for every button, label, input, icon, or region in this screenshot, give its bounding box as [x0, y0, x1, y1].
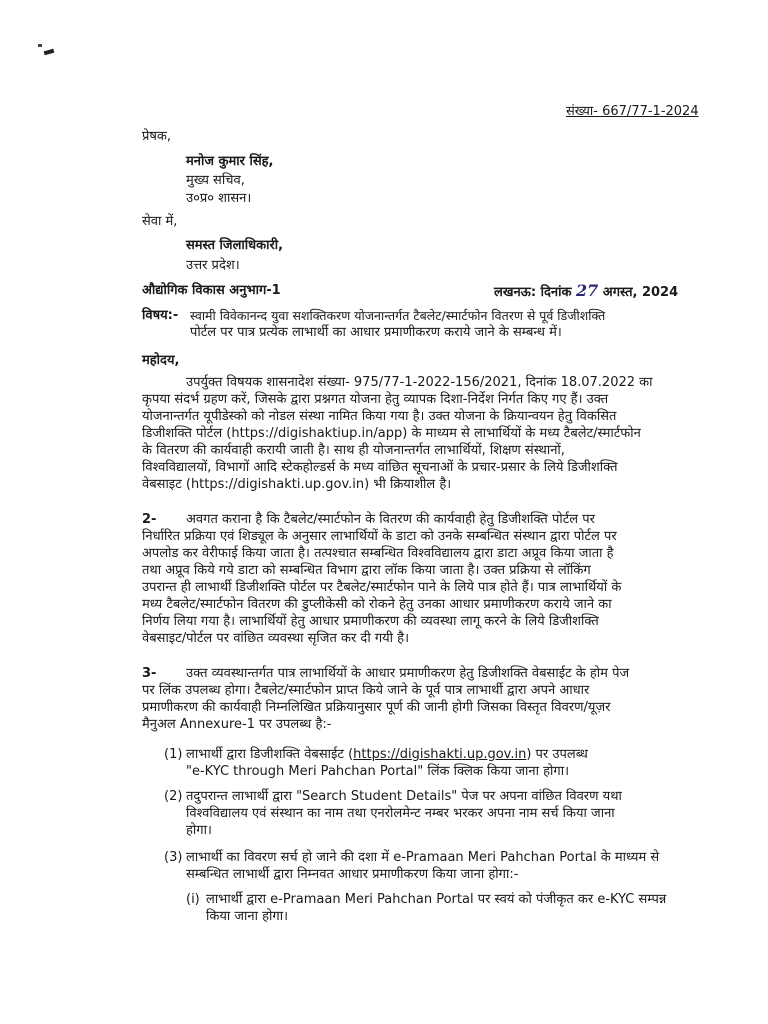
subitem-i: लाभार्थी द्वारा e-Pramaan Meri Pahchan Portal पर स्वयं को पंजीकृत कर e-KYC सम्पन्न किया जाना होगा।	[206, 892, 667, 924]
salutation: महोदय,	[142, 353, 180, 368]
digishakti-website-link[interactable]: https://digishakti.up.gov.in	[353, 747, 527, 762]
scan-artifact-mark	[44, 49, 55, 55]
recipient-state: उत्तर प्रदेश।	[186, 258, 240, 273]
subitem-i-number: (i)	[186, 892, 200, 907]
recipient-name: समस्त जिलाधिकारी,	[186, 238, 284, 253]
reference-number: संख्या- 667/77-1-2024	[566, 104, 699, 119]
sender-name: मनोज कुमार सिंह,	[186, 154, 274, 169]
paragraph-2-number: 2-	[142, 512, 157, 527]
subject-text: स्वामी विवेकानन्द युवा सशक्तिकरण योजनान्तर्गत टैबलेट/स्मार्टफोन वितरण से पूर्व डिजीशक्ति पोर्टल पर पात्र प्रत्येक लाभार्थी का आधार प्रमाणीकरण कराये जाने के सम्बन्ध में।	[190, 308, 606, 340]
scan-artifact-dot	[38, 44, 42, 47]
sender-label: प्रेषक,	[142, 129, 172, 144]
date-prefix: लखनऊ: दिनांक	[494, 285, 572, 300]
sender-title: मुख्य सचिव,	[186, 173, 245, 188]
paragraph-1: उपर्युक्त विषयक शासनादेश संख्या- 975/77-1-2022-156/2021, दिनांक 18.07.2022 का कृपया संदर्भ ग्रहण करें, जिसके द्वारा प्रश्नगत योजना हेतु व्यापक दिशा-निर्देश निर्गत किए गए हैं। उक्त योजनान्तर्गत यूपीडेस्को को नोडल संस्था नामित किया गया है। उक्त योजना के क्रियान्वयन हेतु विकसित डिजीशक्ति पोर्टल (https://digishaktiup.in/app) के माध्यम से लाभार्थियों के मध्य टैबलेट/स्मार्टफोन के वितरण की कार्यवाही करायी जाती है। साथ ही योजनान्तर्गत लाभार्थियों, शिक्षण संस्थानों, विश्वविद्यालयों, विभागों आदि स्टेकहोल्डर्स के मध्य वांछित सूचनाओं के प्रचार-प्रसार के लिये डिजीशक्ति वेबसाइट (https://digishakti.up.gov.in) भी क्रियाशील है।	[142, 375, 653, 492]
subject-label: विषय:-	[142, 308, 179, 323]
paragraph-3-number: 3-	[142, 666, 157, 681]
date-day-handwritten: 27	[575, 281, 599, 300]
item-2-number: (2)	[164, 789, 183, 804]
date-line	[494, 282, 678, 301]
item-2: तदुपरान्त लाभार्थी द्वारा "Search Student Details" पेज पर अपना वांछित विवरण यथा विश्वविद्यालय एवं संस्थान का नाम तथा एनरोलमेन्ट नम्बर भरकर अपना नाम सर्च किया जाना होगा।	[186, 789, 622, 838]
item-1: लाभार्थी द्वारा डिजीशक्ति वेबसाईट (https://digishakti.up.gov.in) पर उपलब्ध "e-KYC through Meri Pahchan Portal" लिंक क्लिक किया जाना होगा।	[186, 747, 588, 779]
paragraph-2: अवगत कराना है कि टैबलेट/स्मार्टफोन के वितरण की कार्यवाही हेतु डिजीशक्ति पोर्टल पर निर्धारित प्रक्रिया एवं शिड्यूल के अनुसार लाभार्थियों के डाटा को उनके सम्बन्धित संस्थान द्वारा पोर्टल पर अपलोड कर वेरीफाई किया जाता है। तत्पश्चात सम्बन्धित विश्वविद्यालय द्वारा डाटा अप्रूव किया जाता है तथा अप्रूव किये गये डाटा को सम्बन्धित विभाग द्वारा लॉक किया जाता है। उक्त प्रक्रिया से लॉकिंग उपरान्त ही लाभार्थी डिजीशक्ति पोर्टल पर टैबलेट/स्मार्टफोन पाने के लिये पात्र होते हैं। पात्र लाभार्थियों के मध्य टैबलेट/स्मार्टफोन वितरण की डुप्लीकेसी को रोकने हेतु उनका आधार प्रमाणीकरण कराये जाने का निर्णय लिया गया है। लाभार्थियों हेतु आधार प्रमाणीकरण की व्यवस्था लागू करने के लिये डिजीशक्ति वेबसाइट/पोर्टल पर वांछित व्यवस्था सृजित कर दी गयी है।	[142, 512, 622, 646]
date-suffix: अगस्त, 2024	[602, 285, 679, 300]
department-heading: औद्योगिक विकास अनुभाग-1	[142, 283, 281, 298]
recipient-label: सेवा में,	[142, 214, 178, 229]
item-3: लाभार्थी का विवरण सर्च हो जाने की दशा में e-Pramaan Meri Pahchan Portal के माध्यम से सम्बन्धित लाभार्थी द्वारा निम्नवत आधार प्रमाणीकरण किया जाना होगा:-	[186, 850, 660, 882]
paragraph-3: उक्त व्यवस्थान्तर्गत पात्र लाभार्थियों के आधार प्रमाणीकरण हेतु डिजीशक्ति वेबसाईट के होम पेज पर लिंक उपलब्ध होगा। टैबलेट/स्मार्टफोन प्राप्त किये जाने के पूर्व पात्र लाभार्थी द्वारा अपने आधार प्रमाणीकरण की कार्यवाही निम्नलिखित प्रक्रियानुसार पूर्ण की जानी होगी जिसका विस्तृत विवरण/यूज़र मैनुअल Annexure-1 पर उपलब्ध है:-	[142, 666, 630, 732]
sender-office: उ०प्र० शासन।	[186, 191, 252, 206]
item-3-number: (3)	[164, 850, 183, 865]
item-1-number: (1)	[164, 747, 183, 762]
